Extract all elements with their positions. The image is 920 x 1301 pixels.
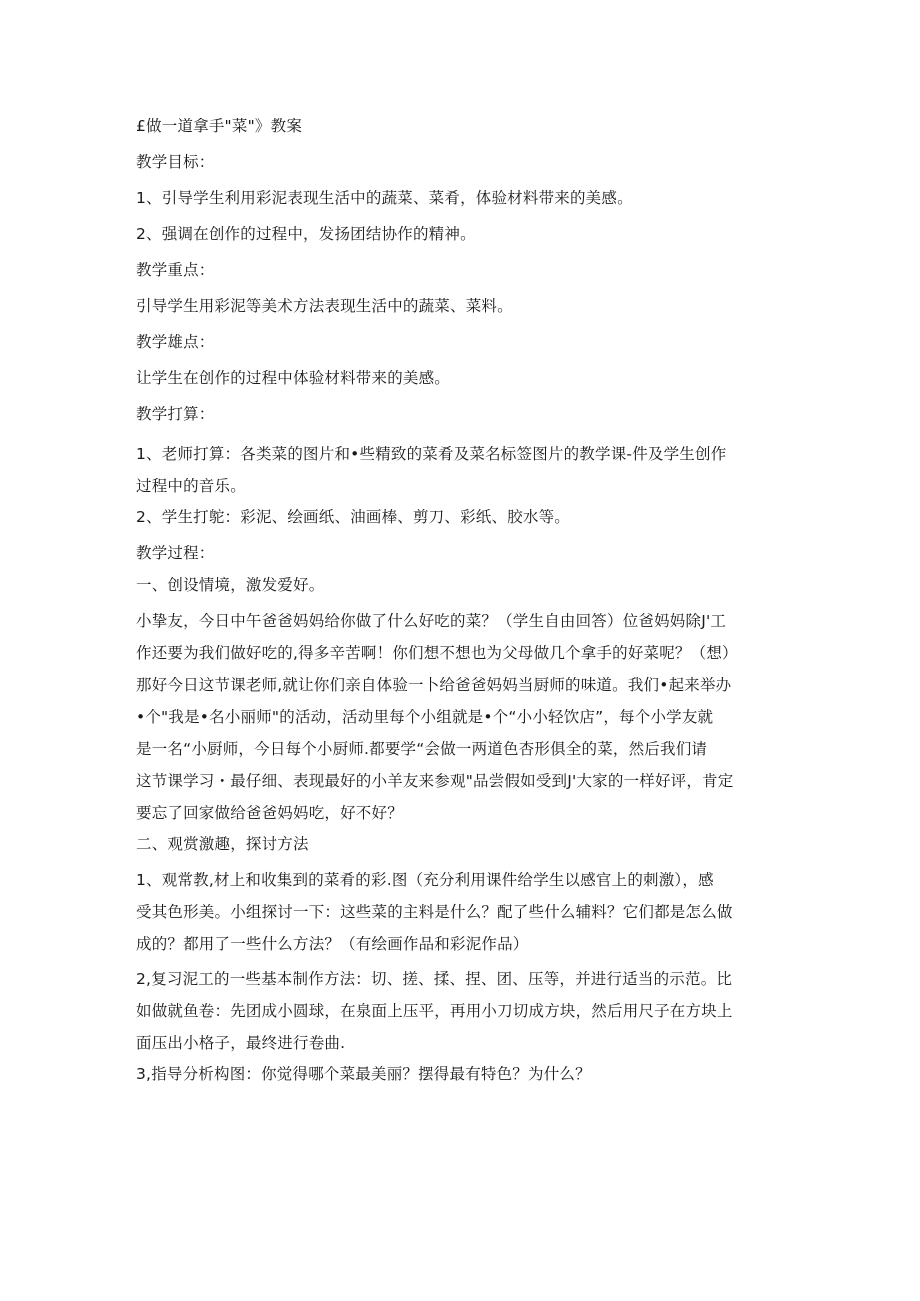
section-2-item-1 — [136, 864, 786, 960]
paragraph-line: 作还要为我们做好吃的,得多辛苦啊！你们想不想也为父母做几个拿手的好菜呢？（想） — [136, 644, 738, 662]
difficulty-item: 让学生在创作的过程中体验材料带来的美感。 — [136, 369, 451, 387]
section-2-item-2 — [136, 963, 786, 1059]
key-point-item: 引导学生用彩泥等美术方法表现生活中的蔬菜、菜料。 — [136, 297, 513, 315]
section-1-heading: 一、创设情境，激发爱好。 — [136, 576, 325, 594]
paragraph-line: 成的？都用了一些什么方法？（有绘画作品和彩泥作品） — [136, 935, 529, 953]
paragraph-line: 那好今日这节课老师,就让你们亲自体验一卜给爸爸妈妈当厨师的味道。我们•起来举办 — [136, 676, 732, 694]
paragraph-line: 过程中的音乐。 — [136, 477, 246, 495]
student-preparation: 2、学生打鸵：彩泥、绘画纸、油画棒、剪刀、彩纸、胶水等。 — [136, 508, 570, 526]
paragraph-line: 是一名“小厨师，今日每个小厨师.都要学“会做一两道色杏形俱全的菜，然后我们请 — [136, 740, 708, 758]
paragraph-line: 要忘了回家做给爸爸妈妈吃，好不好？ — [136, 804, 403, 822]
paragraph-line: 2,复习泥工的一些基本制作方法：切、搓、揉、捏、团、压等，并进行适当的示范。比 — [136, 970, 733, 988]
preparation-heading: 教学打算： — [136, 405, 215, 423]
section-2-heading: 二、观赏激趣，探讨方法 — [136, 835, 309, 853]
paragraph-line: 1、观常教,材上和收集到的菜肴的彩.图（充分利用课件给学生以感官上的刺激），感 — [136, 871, 714, 889]
teacher-preparation — [136, 438, 786, 502]
difficulty-heading: 教学雄点： — [136, 333, 215, 351]
paragraph-line: 小挚友，今日中午爸爸妈妈给你做了什么好吃的菜？（学生自由回答）位爸妈妈除J'工 — [136, 612, 727, 630]
objective-item-2: 2、强调在创作的过程中，发扬团结协作的精神。 — [136, 225, 476, 243]
section-1-paragraph — [136, 605, 786, 829]
document-title: £做一道拿手"菜"》教案 — [136, 117, 303, 135]
paragraph-line: •个"我是•名小丽师"的活动，活动里每个小组就是•个“小小轻饮店”，每个小学友就 — [136, 708, 714, 726]
objectives-heading: 教学目标： — [136, 153, 215, 171]
section-2-item-3: 3,指导分析构图：你觉得哪个菜最美丽？摆得最有特色？为什么？ — [136, 1065, 591, 1083]
paragraph-line: 如做就鱼卷：先团成小圆球，在泉面上压平，再用小刀切成方块，然后用尺子在方块上 — [136, 1002, 733, 1020]
paragraph-line: 受其色形美。小组探讨一下：这些菜的主料是什么？配了些什么辅料？它们都是怎么做 — [136, 903, 733, 921]
lesson-plan-body — [136, 114, 786, 1098]
paragraph-line: 这节课学习・最仔细、表现最好的小羊友来参观"品尝假如受到J'大家的一样好评，肯定 — [136, 772, 734, 790]
objective-item-1: 1、引导学生利用彩泥表现生活中的蔬菜、菜肴，体验材料带来的美感。 — [136, 189, 633, 207]
key-points-heading: 教学重点： — [136, 261, 215, 279]
process-heading: 教学过程： — [136, 544, 215, 562]
paragraph-line: 面压出小格子，最终进行卷曲. — [136, 1034, 346, 1052]
paragraph-line: 1、老师打算：各类菜的图片和•些精致的菜肴及菜名标签图片的教学课-件及学生创作 — [136, 445, 727, 463]
